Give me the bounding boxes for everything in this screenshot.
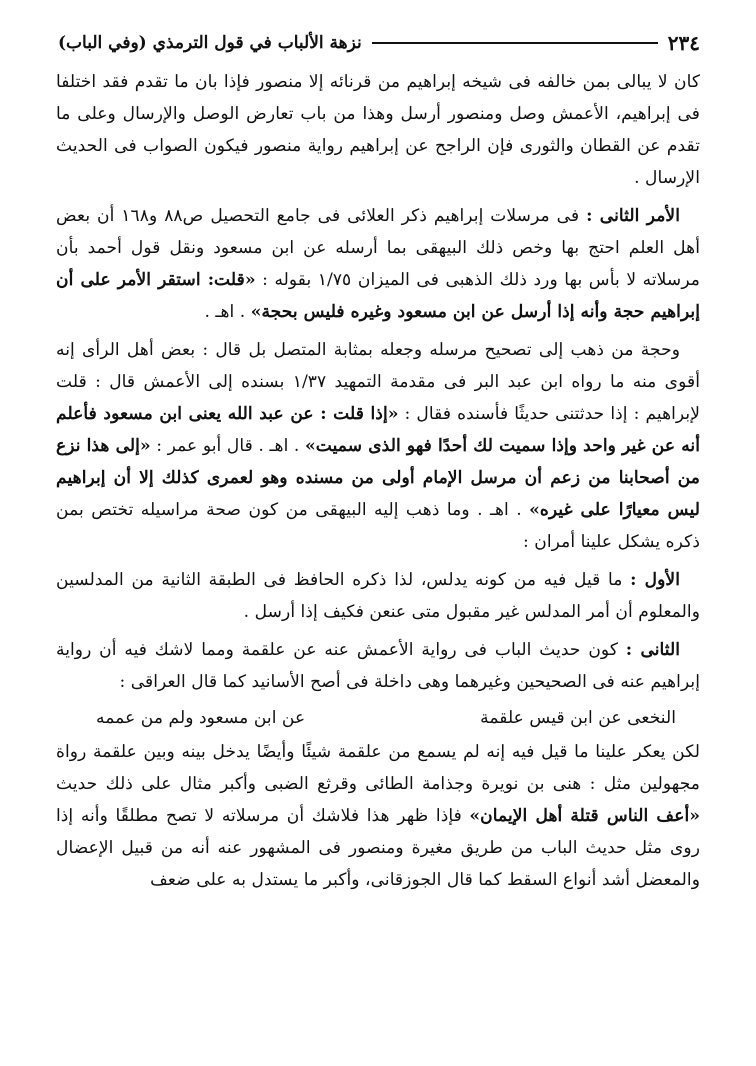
section-term: الأمر الثانى : <box>586 206 681 226</box>
page-header <box>58 28 700 58</box>
paragraph-text: كون حديث الباب فى رواية الأعمش عنه عن علقمة ومما لاشك فيه أن رواية إبراهيم عنه فى الصحيحين وغيرهما وهى داخلة فى أصح الأسانيد كما قال العراقى : <box>56 640 700 692</box>
section-term: الأول : <box>630 570 680 590</box>
paragraph-text: . اهـ . وما ذهب إليه البيهقى من كون صحة مراسيله تختص بمن ذكره يشكل علينا أمران : <box>56 500 700 552</box>
page-number: ٢٣٤ <box>667 31 700 55</box>
quotation: «قلت: استقر الأمر على أن إبراهيم حجة وأنه إذا أرسل عن ابن مسعود وغيره فليس بحجة» <box>56 270 700 322</box>
paragraph-6 <box>56 736 700 896</box>
paragraph-text: فى مرسلات إبراهيم ذكر العلائى فى جامع التحصيل ص٨٨ و١٦٨ أن بعض أهل العلم احتج بها وخص ذلك البيهقى بما أرسله عن ابن مسعود ونقل قول أحمد بأن مرسلاته لا بأس بها ورد ذلك الذهبى فى الميزان ١/٧٥ بقوله : <box>56 206 701 290</box>
paragraph-2 <box>56 200 700 328</box>
paragraph-text: . اهـ . قال أبو عمر : <box>150 436 305 456</box>
paragraph-3 <box>56 334 700 558</box>
quotation: «أعف الناس قتلة أهل الإيمان» <box>469 806 700 826</box>
running-title: نزهة الألباب في قول الترمذي (وفي الباب) <box>58 33 362 53</box>
quotation: «إلى هذا نزع من أصحابنا من زعم أن مرسل الإمام أولى من مسنده وهو لعمرى كذلك إلا أن إبراهيم ليس معيارًا على غيره» <box>56 436 700 520</box>
verse-hemistich-second: عن ابن مسعود ولم من عممه <box>96 708 306 728</box>
section-term: الثانى : <box>625 640 680 660</box>
paragraph-line: فى الحديث الإرسال . <box>56 136 700 188</box>
paragraph-text: فإذا ظهر هذا فلاشك أن مرسلاته لا تصح مطلقًا وأنه إذا روى مثل حديث الباب من طريق مغيرة ومنصور فى المشهور عنه أنه من قبيل الإعضال والمعضل أشد أنواع السقط كما قال الجوزقانى، وأكبر ما يستدل به على ضعف <box>56 806 700 890</box>
paragraph-1 <box>56 66 700 194</box>
paragraph-line: كان لا يبالى بمن خالفه فى شيخه إبراهيم من قرنائه إلا منصور فإذا بان ما تقدم فقد اختلفا <box>56 72 700 92</box>
paragraph-line: وعلى ما تقدم عن القطان والثورى فإن الراجح عن إبراهيم رواية منصور فيكون الصواب <box>56 104 701 156</box>
paragraph-text: . اهـ . <box>204 302 251 322</box>
paragraph-line: فى إبراهيم، الأعمش وصل ومنصور أرسل وهذا من باب تعارض الوصل والإرسال <box>122 104 701 124</box>
paragraph-4 <box>56 564 700 628</box>
paragraph-5 <box>56 634 700 698</box>
paragraph-text: ما قيل فيه من كونه يدلس، لذا ذكره الحافظ فى الطبقة الثانية من المدلسين والمعلوم أن أمر المدلس غير مقبول متى عنعن فكيف إذا أرسل . <box>56 570 700 622</box>
paragraph-text: لكن يعكر علينا ما قيل فيه إنه لم يسمع من علقمة شيئًا وأيضًا يدخل بينه وبين علقمة رواة مجهولين مثل : هنى بن نويرة وجذامة الطائى وقرثع الضبى وأكبر مثال على ذلك حديث <box>56 742 700 794</box>
verse-hemistich-first: النخعى عن ابن قيس علقمة <box>480 708 676 728</box>
poem-verse <box>56 702 700 734</box>
quotation: «إذا قلت : عن عبد الله يعنى ابن مسعود فأعلم أنه عن غير واحد وإذا سميت لك أحدًا فهو الذى سميت» <box>56 404 700 456</box>
body-text <box>56 66 700 896</box>
paragraph-text: وحجة من ذهب إلى تصحيح مرسله وجعله بمثابة المتصل بل قال : بعض أهل الرأى إنه أقوى منه ما رواه ابن عبد البر فى مقدمة التمهيد ١/٣٧ بسنده إلى الأعمش قال : قلت لإبراهيم : إذا حدثتنى حديثًا فأسنده فقال : <box>56 340 700 424</box>
header-divider <box>372 42 658 44</box>
